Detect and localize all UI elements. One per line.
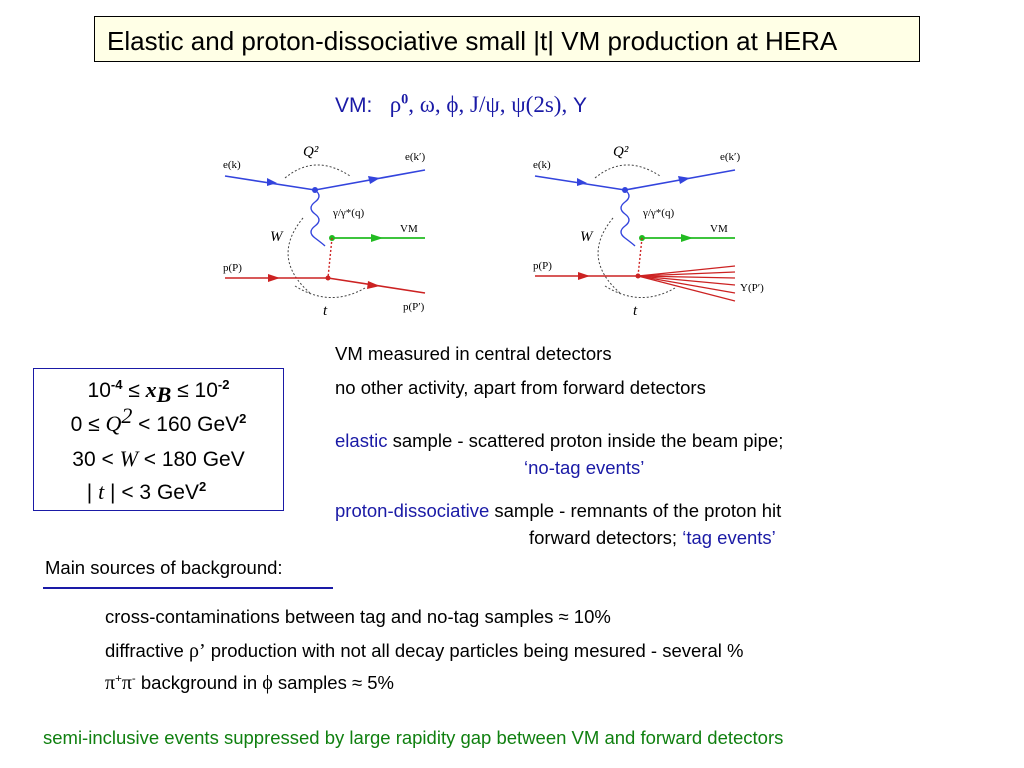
label-t: t [323, 303, 328, 319]
electron-in-arrow [267, 178, 277, 186]
vm-prefix: VM: [335, 94, 373, 117]
proton-in-arrow [268, 274, 280, 282]
selection-line-1: VM measured in central detectors [335, 343, 612, 364]
label-gamma-2: γ/γ*(q) [643, 207, 675, 219]
vm-rho-sup: 0 [401, 91, 409, 108]
kin-w: 30 < W < 180 GeV [72, 446, 245, 471]
vm-arrow [371, 234, 383, 242]
background-heading-underline [43, 587, 333, 589]
notag-label: ‘no-tag events’ [524, 457, 645, 478]
label-e-out: e(k′) [405, 151, 426, 163]
background-item-1: cross-contaminations between tag and no-tag samples ≈ 10% [105, 606, 611, 627]
slide-title: Elastic and proton-dissociative small |t| VM production at HERA [107, 26, 838, 56]
feynman-diagram-elastic [215, 138, 445, 320]
vm-list [335, 92, 587, 118]
background-item-2: diffractive ρ’ production with not all decay particles being mesured - several % [105, 640, 744, 662]
label-q2: Q² [303, 144, 319, 160]
kin-q2: $0 \le Q^2 < 160$ GeV$^2$ [70, 403, 247, 436]
exchange-line [328, 238, 332, 278]
proton-vertex [326, 276, 331, 281]
label-w-2: W [580, 229, 593, 245]
elastic-label: elastic [335, 430, 388, 451]
label-e-out-2: e(k′) [720, 151, 741, 163]
kinematic-range-box [33, 368, 284, 511]
feynman-diagram-pdiss [525, 138, 775, 320]
selection-pdiss: proton-dissociative sample - remnants of the proton hit [335, 500, 782, 521]
w-arc [288, 218, 310, 293]
label-gamma: γ/γ*(q) [333, 207, 365, 219]
vm-upsilon: Y [572, 94, 587, 117]
vm-rho: $\rho^0$ [389, 91, 409, 117]
label-vm-2: VM [710, 223, 728, 235]
selection-elastic: elastic sample - scattered proton inside the beam pipe; [335, 430, 784, 451]
kin-t: | t | < 3 GeV$^2$ [86, 479, 207, 504]
label-q2-2: Q² [613, 144, 629, 160]
label-e-in: e(k) [223, 159, 241, 171]
kin-xb: $10^{-4} \le x_B \le 10^{-2}$ [87, 377, 230, 408]
label-e-in-2: e(k) [533, 159, 551, 171]
footer-note: semi-inclusive events suppressed by large rapidity gap between VM and forward detectors [43, 727, 784, 748]
label-t-2: t [633, 303, 638, 319]
q2-arc [285, 165, 350, 178]
selection-pdiss-cont: forward detectors; ‘tag events’ [529, 527, 776, 548]
tag-label: ‘tag events’ [682, 527, 776, 548]
pdiss-label: proton-dissociative [335, 500, 490, 521]
label-w: W [270, 229, 283, 245]
photon-line [311, 190, 325, 246]
label-p-in: p(P) [223, 262, 242, 274]
selection-line-2: no other activity, apart from forward detectors [335, 377, 706, 398]
label-p-in-2: p(P) [533, 260, 552, 272]
label-vm: VM [400, 223, 418, 235]
background-heading: Main sources of background: [45, 557, 283, 578]
electron-out-arrow [368, 176, 380, 184]
vm-mesons: , ω, ϕ, J/ψ, ψ(2s), [408, 92, 573, 117]
label-p-out: p(P′) [403, 301, 425, 313]
title-box [94, 16, 920, 62]
label-y-out: Y(P′) [740, 282, 764, 294]
t-arc [295, 286, 365, 298]
background-item-3: π+π- background in ϕ samples ≈ 5% [105, 672, 394, 694]
